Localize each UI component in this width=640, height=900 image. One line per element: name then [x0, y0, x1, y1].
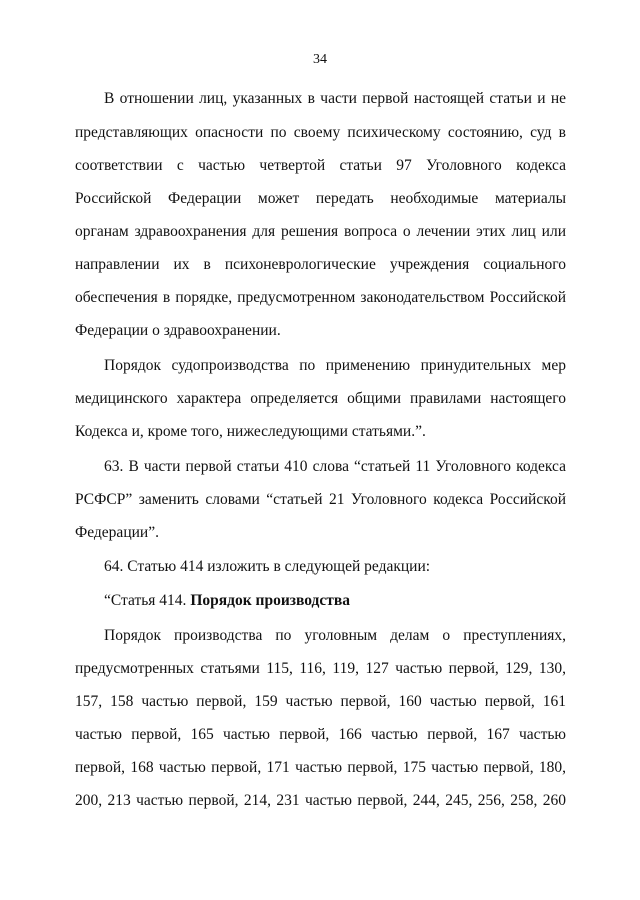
text-line: Кодекса и, кроме того, нижеследующими статьями.”.: [75, 423, 426, 440]
article-number: “Статья 414.: [104, 592, 191, 609]
article-title: Порядок производства: [190, 592, 351, 609]
text-line: 63. В части первой статьи 410 слова “статьей 11 Уголовного кодекса: [104, 458, 566, 475]
page-number: 34: [313, 52, 327, 67]
text-line: Федерации”.: [75, 524, 159, 541]
text-line: обеспечения в порядке, предусмотренном законодательством Российской: [75, 289, 566, 306]
text-line: предусмотренных статьями 115, 116, 119, 127 частью первой, 129, 130,: [75, 660, 566, 677]
text-line: первой, 168 частью первой, 171 частью первой, 175 частью первой, 180,: [75, 759, 566, 776]
text-line: представляющих опасности по своему психическому состоянию, суд в: [75, 124, 566, 141]
text-line: Российской Федерации может передать необходимые материалы: [75, 190, 566, 207]
text-line: 64. Статью 414 изложить в следующей редакции:: [104, 558, 431, 575]
text-line: Порядок производства по уголовным делам о преступлениях,: [104, 627, 566, 644]
text-line: Порядок судопроизводства по применению принудительных мер: [104, 357, 566, 374]
text-line: Федерации о здравоохранении.: [75, 322, 281, 339]
text-line: В отношении лиц, указанных в части первой настоящей статьи и не: [104, 90, 566, 107]
text-line: РСФСР” заменить словами “статьей 21 Уголовного кодекса Российской: [75, 491, 566, 508]
text-line: медицинского характера определяется общими правилами настоящего: [75, 390, 566, 407]
text-line: 157, 158 частью первой, 159 частью первой, 160 частью первой, 161: [75, 693, 566, 710]
text-line: 200, 213 частью первой, 214, 231 частью первой, 244, 245, 256, 258, 260: [75, 792, 566, 809]
article-heading: [104, 591, 566, 611]
text-line: органам здравоохранения для решения вопроса о лечении этих лиц или: [75, 223, 566, 240]
text-line: направлении их в психоневрологические учреждения социального: [75, 256, 566, 273]
text-line: соответствии с частью четвертой статьи 97 Уголовного кодекса: [75, 157, 566, 174]
text-line: частью первой, 165 частью первой, 166 частью первой, 167 частью: [75, 726, 566, 743]
